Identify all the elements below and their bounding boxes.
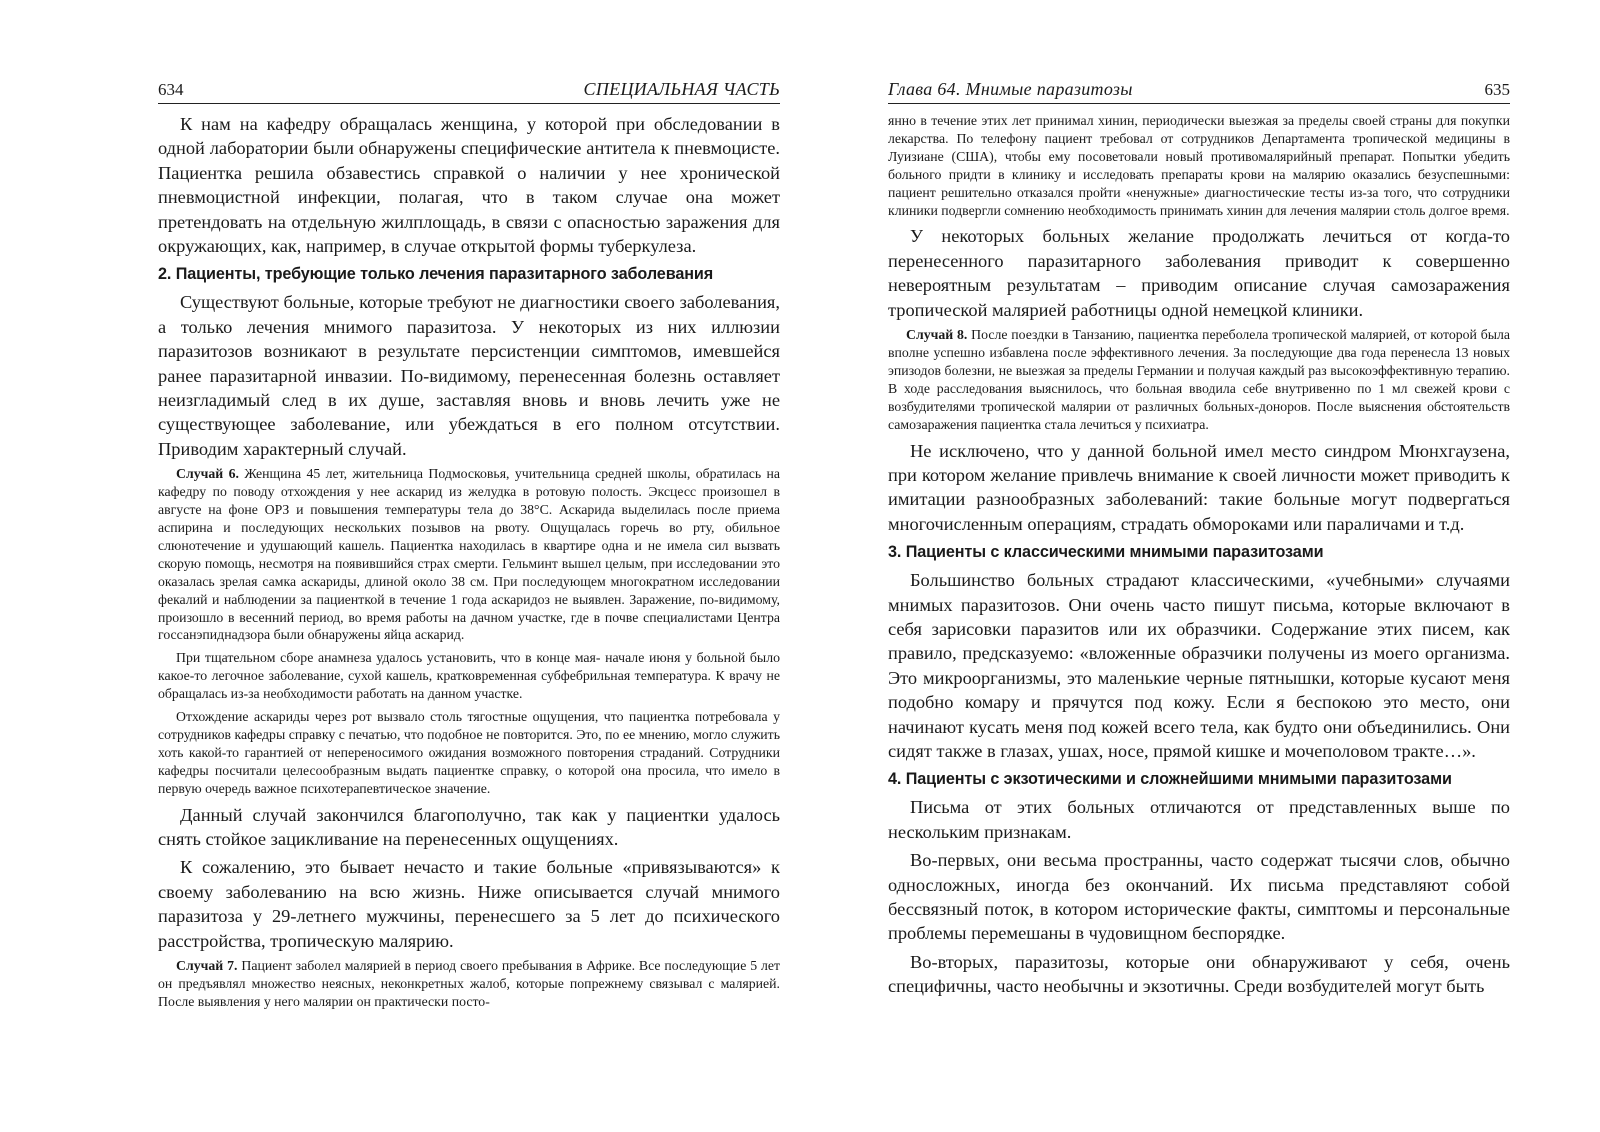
paragraph: Письма от этих больных отличаются от представленных выше по нескольким признакам. bbox=[888, 797, 1510, 842]
right-page bbox=[888, 76, 1510, 1116]
case-text: После поездки в Танзанию, пациентка переболела тропической малярией, от которой была вполне успешно избавлена после эффективного лечения. За последующие два года перенесла 13 новых эпизодов болезни, не выезжая за пределы Германии и получая каждый раз высокоэффективную терапию. В ходе расследования выяснилось, что больная вводила себе внутривенно по 1 мл свежей крови с возбудителями тропической малярии от различных больных-доноров. После выяснения обстоятельств самозаражения пациентка стала лечиться у психиатра. bbox=[888, 327, 1510, 432]
paragraph: К нам на кафедру обращалась женщина, у которой при обследовании в одной лаборатории были обнаружены специфические антитела к пневмоцисте. Пациентка решила обзавестись справкой о наличии у нее хронической пневмоцистной инфекции, полагая, что в таком случае она может претендовать на отдельную жилплощадь, в связи с опасностью заражения для окружающих, как, например, в случае открытой формы туберкулеза. bbox=[158, 114, 780, 257]
paragraph: У некоторых больных желание продолжать лечиться от когда-то перенесенного паразитарного заболевания приводит к совершенно невероятным результатам – приводим описание случая самозаражения тропической малярией работницы одной немецкой клиники. bbox=[888, 226, 1510, 320]
case-text: Женщина 45 лет, жительница Подмосковья, учительница средней школы, обратилась на кафедру по поводу отхождения у нее аскарид из желудка в ротовую полость. Эксцесс произошел в августе на фоне ОРЗ и повышения температуры тела до 38°С. Аскарида выделилась после приема аспирина и последующих нескольких позывов на рвоту. Ощущалась горечь во рту, обильное слюнотечение и удушающий кашель. Пациентка находилась в квартире одна и не имела сил вызвать скорую помощь, несмотря на появившийся страх смерти. Гельминт вышел целым, при исследовании это оказалась зрелая самка аскариды, длиной около 38 см. При последующем многократном исследовании фекалий и наблюдении за пациенткой в течение 1 года аскаридоз не выявлен. Заражение, по-видимому, произошло в весенний период, во время работы на дачном участке, где в почве специалистами Центра госсанэпиднадзора были обнаружены яйца аскарид. bbox=[158, 466, 780, 643]
case-study bbox=[158, 465, 780, 644]
paragraph: Не исключено, что у данной больной имел место синдром Мюнхгаузена, при котором желание привлечь внимание к своей личности может приводить к имитации разнообразных заболеваний: такие больные могут подвергаться многочисленным операциям, страдать обмороками или параличами и т.д. bbox=[888, 440, 1510, 534]
case-study bbox=[158, 957, 780, 1011]
case-paragraph: Отхождение аскариды через рот вызвало столь тягостные ощущения, что пациентка потребовала у сотрудников кафедры справку с печатью, что подобное не повторится. Это, по ее мнению, могло служить хоть какой-то гарантией от непереносимого ожидания возможного повторения страданий. Сотрудники кафедры посчитали целесообразным выдать пациентке справку, о которой она просила, что имело в первую очередь важное психотерапевтическое значение. bbox=[158, 709, 780, 796]
case-study bbox=[888, 326, 1510, 433]
paragraph: Во-вторых, паразитозы, которые они обнаруживают у себя, очень специфичны, часто необычны и экзотичны. Среди возбудителей могут быть bbox=[888, 951, 1510, 997]
case-label: Случай 8. bbox=[906, 327, 968, 343]
running-head bbox=[888, 76, 1510, 104]
case-paragraph: При тщательном сборе анамнеза удалось установить, что в конце мая- начале июня у больной было какое-то легочное заболевание, сухой кашель, кратковременная субфебрильная температура. К врачу не обращалась из-за необходимости работать на данном участке. bbox=[158, 650, 780, 702]
page-number: 635 bbox=[1484, 80, 1510, 99]
paragraph: Во-первых, они весьма пространны, часто содержат тысячи слов, обычно односложных, иногда без окончаний. Их письма представляют собой бессвязный поток, в котором исторические факты, симптомы и персональные проблемы перемешаны в чудовищном беспорядке. bbox=[888, 850, 1510, 944]
left-page bbox=[158, 76, 780, 1116]
paragraph: Большинство больных страдают классическими, «учебными» случаями мнимых паразитозов. Они очень часто пишут письма, которые включают в себя зарисовки паразитов или их образчики. Содержание этих писем, как правило, предсказуемо: «вложенные образчики получены из моего организма. Это микроорганизмы, это маленькие черные пятнышки, которые кусают меня подобно комару и прячутся под кожу. Если я беспокою это место, они начинают кусать меня под кожей всего тела, как будто они объединились. Они сидят также в глазах, ушах, носе, прямой кишке и мочеполовом тракте…». bbox=[888, 570, 1510, 761]
section-heading: 4. Пациенты с экзотическими и сложнейшими мнимыми паразитозами bbox=[888, 770, 1452, 789]
case-text: Пациент заболел малярией в период своего пребывания в Африке. Все последующие 5 лет он предъявлял множество неясных, неконкретных жалоб, которые попрежнему связывал с малярией. После выявления у него малярии он практически посто- bbox=[158, 958, 780, 1009]
running-title: СПЕЦИАЛЬНАЯ ЧАСТЬ bbox=[583, 79, 780, 99]
running-title: Глава 64. Мнимые паразитозы bbox=[888, 79, 1133, 99]
paragraph: Данный случай закончился благополучно, так как у пациентки удалось снять стойкое зацикливание на перенесенных ощущениях. bbox=[158, 804, 780, 849]
page-number: 634 bbox=[158, 80, 184, 99]
paragraph: Существуют больные, которые требуют не диагностики своего заболевания, а только лечения мнимого паразитоза. У некоторых из них иллюзии паразитозов возникают в результате персистенции симптомов, имевшейся ранее паразитарной инвазии. По-видимому, перенесенная болезнь оставляет неизгладимый след в их душе, заставляя вновь и вновь лечить уже не существующее заболевание, или убеждаться в его полном отсутствии. Приводим характерный случай. bbox=[158, 292, 780, 459]
section-heading: 3. Пациенты с классическими мнимыми паразитозами bbox=[888, 543, 1324, 562]
case-continuation: янно в течение этих лет принимал хинин, периодически выезжая за пределы своей страны для покупки лекарства. По телефону пациент требовал от сотрудников Департамента тропической медицины в Луизиане (США), чтобы ему посоветовали новый противомалярийный препарат. Попытки убедить больного придти в клинику и исследовать препараты крови на малярию оказались безуспешными: пациент решительно отказался пройти «ненужные» диагностические тесты из-за того, что сотрудники клиники подвергли сомнению необходимость принимать хинин для лечения малярии столь долгое время. bbox=[888, 113, 1510, 218]
section-heading: 2. Пациенты, требующие только лечения паразитарного заболевания bbox=[158, 265, 714, 284]
case-label: Случай 6. bbox=[176, 466, 239, 482]
case-label: Случай 7. bbox=[176, 958, 238, 974]
running-head bbox=[158, 76, 780, 104]
paragraph: К сожалению, это бывает нечасто и такие больные «привязываются» к своему заболеванию на всю жизнь. Ниже описывается случай мнимого паразитоза у 29-летнего мужчины, перенесшего за 5 лет до психического расстройства, тропическую малярию. bbox=[158, 857, 780, 951]
